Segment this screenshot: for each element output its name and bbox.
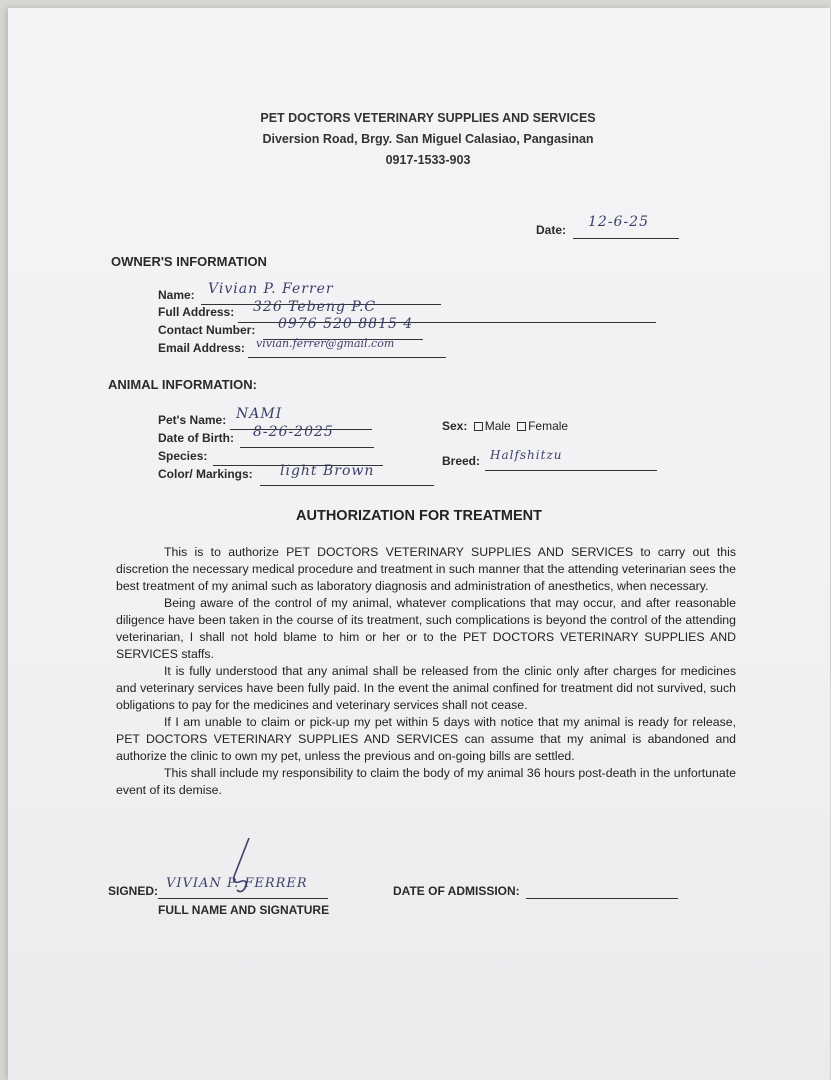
pet-name-label: Pet's Name: bbox=[158, 413, 227, 427]
species-label: Species: bbox=[158, 449, 208, 463]
owner-email-label: Email Address: bbox=[158, 341, 245, 355]
sex-label: Sex: bbox=[442, 419, 468, 433]
signed-line bbox=[158, 898, 328, 899]
color-value[interactable]: light Brown bbox=[280, 463, 375, 479]
owner-info-heading: OWNER'S INFORMATION bbox=[111, 254, 267, 269]
sex-male-label: Male bbox=[484, 419, 511, 433]
admission-date-label: DATE OF ADMISSION: bbox=[393, 884, 520, 898]
color-line bbox=[260, 485, 434, 486]
dob-value[interactable]: 8-26-2025 bbox=[253, 424, 334, 440]
sex-male-checkbox[interactable] bbox=[474, 422, 483, 431]
animal-info-heading: ANIMAL INFORMATION: bbox=[108, 377, 257, 392]
authorization-paragraph-2: Being aware of the control of my animal, whatever complications that may occur, and after reasonable diligence have been taken in the course of its treatment, such complications is beyond the control of the attending veterinarian, I shall not hold blame to him or her or to the PET DOCTORS VETERINARY SUPPLIES AND SERVICES staffs. bbox=[116, 596, 736, 661]
date-label: Date: bbox=[536, 223, 567, 237]
dob-label: Date of Birth: bbox=[158, 431, 234, 445]
company-address: Diversion Road, Brgy. San Miguel Calasiao, Pangasinan bbox=[262, 132, 594, 146]
owner-name-label: Name: bbox=[158, 288, 195, 302]
signed-label: SIGNED: bbox=[108, 884, 159, 898]
form-paper bbox=[8, 8, 830, 1080]
authorization-paragraph-5: This shall include my responsibility to claim the body of my animal 36 hours post-death in the unfortunate event of its demise. bbox=[116, 766, 736, 797]
owner-address-value[interactable]: 326 Tebeng P.C bbox=[253, 299, 377, 315]
signature-caption: FULL NAME AND SIGNATURE bbox=[158, 903, 330, 917]
owner-contact-value[interactable]: 0976 520 8815 4 bbox=[278, 316, 414, 332]
sex-field bbox=[442, 419, 568, 433]
owner-email-value[interactable]: vivian.ferrer@gmail.com bbox=[256, 337, 395, 350]
breed-value[interactable]: Halfshitzu bbox=[490, 448, 563, 462]
pet-name-value[interactable]: NAMI bbox=[236, 406, 283, 422]
owner-name-value[interactable]: Vivian P. Ferrer bbox=[208, 281, 334, 297]
company-name: PET DOCTORS VETERINARY SUPPLIES AND SERVICES bbox=[260, 111, 596, 125]
authorization-body bbox=[116, 544, 736, 799]
color-label: Color/ Markings: bbox=[158, 467, 253, 481]
owner-contact-label: Contact Number: bbox=[158, 323, 256, 337]
signature-stroke-graphic bbox=[223, 836, 263, 898]
date-line bbox=[573, 238, 679, 239]
authorization-paragraph-1: This is to authorize PET DOCTORS VETERINARY SUPPLIES AND SERVICES to carry out this discretion the necessary medical procedure and treatment in such manner that the attending veterinarian sees the best treatment of my animal such as laboratory diagnosis and administration of anesthetics, when necessary. bbox=[116, 545, 736, 593]
authorization-paragraph-3: It is fully understood that any animal shall be released from the clinic only after charges for medicines and veterinary services have been fully paid. In the event the animal confined for treatment did not survived, such obligations to pay for the medicines and veterinary services shall not cease. bbox=[116, 664, 736, 712]
sex-female-label: Female bbox=[528, 419, 569, 433]
company-phone: 0917-1533-903 bbox=[385, 153, 471, 167]
sex-female-checkbox[interactable] bbox=[517, 422, 526, 431]
dob-line bbox=[240, 447, 374, 448]
admission-date-line bbox=[526, 898, 678, 899]
breed-label: Breed: bbox=[442, 454, 481, 468]
authorization-title: AUTHORIZATION FOR TREATMENT bbox=[296, 508, 542, 524]
date-value[interactable]: 12-6-25 bbox=[588, 214, 649, 230]
owner-address-label: Full Address: bbox=[158, 305, 235, 319]
signed-value[interactable]: VIVIAN P. FERRER bbox=[166, 876, 308, 891]
breed-line bbox=[485, 470, 657, 471]
authorization-paragraph-4: If I am unable to claim or pick-up my pet within 5 days with notice that my animal is ready for release, PET DOCTORS VETERINARY SUPPLIES AND SERVICES can assume that my animal is abandoned and authorize the clinic to own my pet, unless the previous and on-going bills are settled. bbox=[116, 715, 736, 763]
owner-email-line bbox=[248, 357, 446, 358]
